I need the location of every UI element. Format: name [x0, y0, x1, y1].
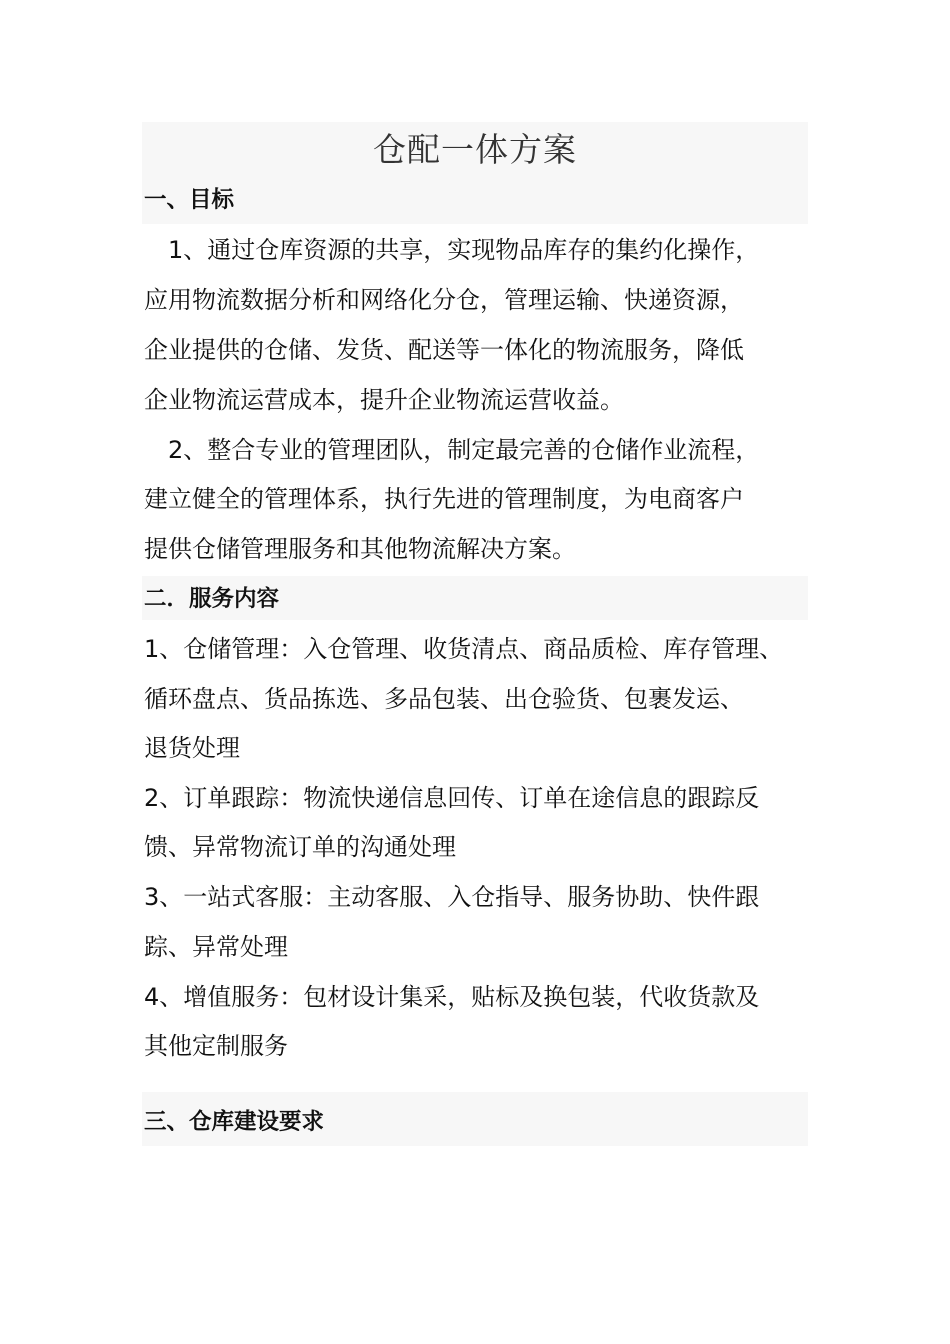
paragraph-line: 2、整合专业的管理团队，制定最完善的仓储作业流程， — [168, 436, 760, 464]
paragraph-line: 1、通过仓库资源的共享，实现物品库存的集约化操作， — [168, 236, 760, 264]
paragraph-line: 应用物流数据分析和网络化分仓，管理运输、快递资源， — [144, 286, 744, 314]
paragraph-line: 提供仓储管理服务和其他物流解决方案。 — [144, 535, 576, 563]
paragraph-line: 退货处理 — [144, 734, 240, 762]
paragraph-line: 4、增值服务：包材设计集采，贴标及换包装，代收货款及 — [144, 983, 760, 1011]
paragraph-line: 企业物流运营成本，提升企业物流运营收益。 — [144, 386, 624, 414]
section-heading-warehouse-requirements: 三、仓库建设要求 — [144, 1109, 325, 1135]
paragraph-line: 循环盘点、货品拣选、多品包装、出仓验货、包裹发运、 — [144, 685, 744, 713]
paragraph-line: 企业提供的仓储、发货、配送等一体化的物流服务，降低 — [144, 336, 744, 364]
paragraph-line: 馈、异常物流订单的沟通处理 — [144, 833, 456, 861]
section-heading-goals: 一、目标 — [144, 187, 235, 213]
paragraph-line: 2、订单跟踪：物流快递信息回传、订单在途信息的跟踪反 — [144, 784, 760, 812]
paragraph-line: 踪、异常处理 — [144, 933, 288, 961]
document-title: 仓配一体方案 — [373, 130, 577, 169]
paragraph-line: 1、仓储管理：入仓管理、收货清点、商品质检、库存管理、 — [144, 635, 784, 663]
paragraph-line: 3、一站式客服：主动客服、入仓指导、服务协助、快件跟 — [144, 883, 760, 911]
paragraph-line: 其他定制服务 — [144, 1032, 288, 1060]
section-heading-services: 二．服务内容 — [144, 586, 280, 612]
paragraph-line: 建立健全的管理体系，执行先进的管理制度，为电商客户 — [144, 485, 744, 513]
